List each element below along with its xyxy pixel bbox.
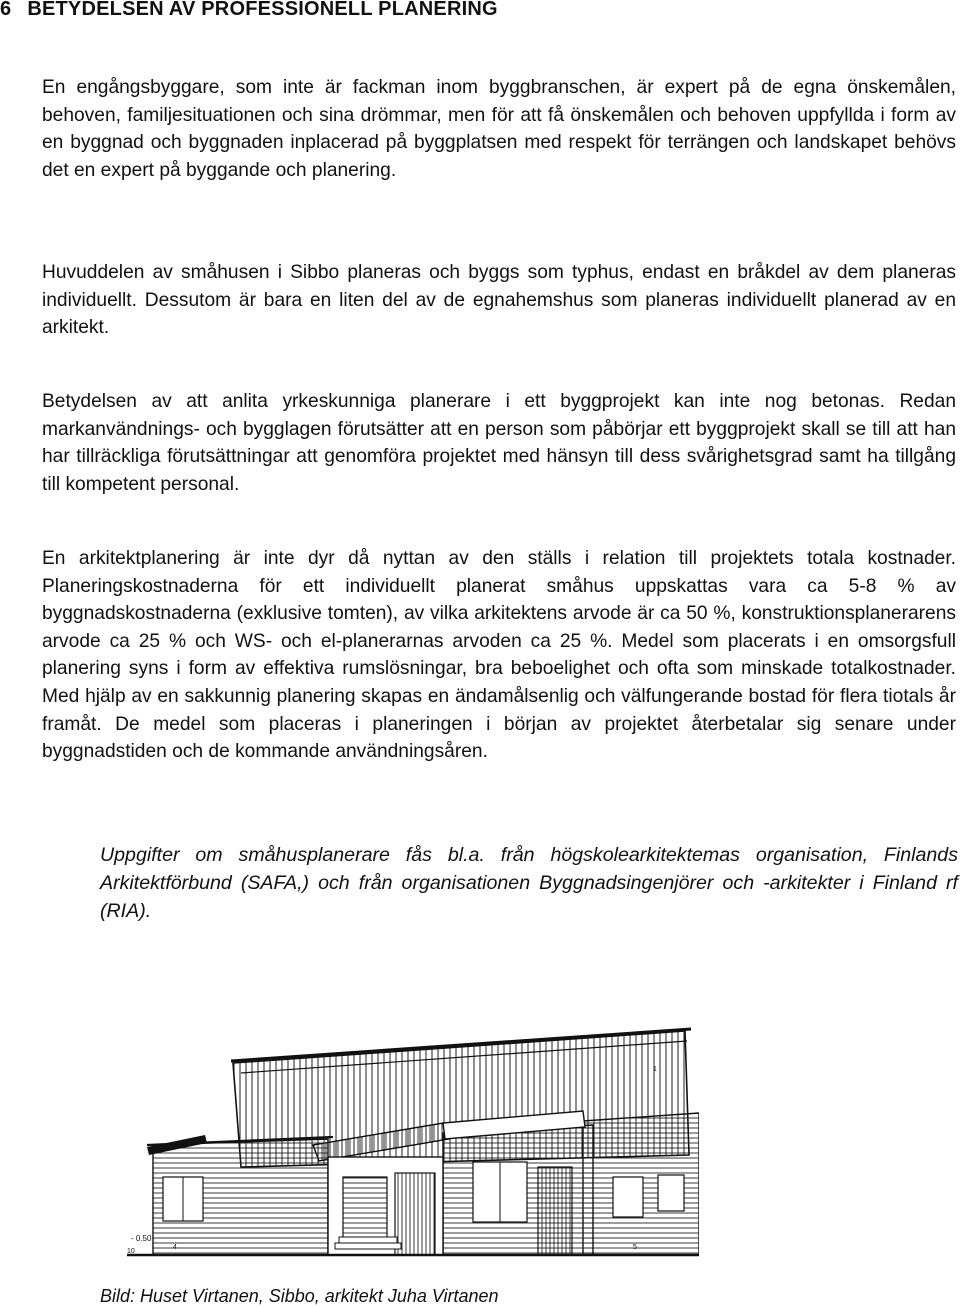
paragraph: En arkitektplanering är inte dyr då nyttan av den ställs i relation till projektets totala kostnader. Planeringskostnaderna för ett individuellt planerat småhus uppskattas vara ca 5-8 % av byggnadskostnaderna (exklusive tomten), av vilka arkitektens arvode är ca 50 %, konstruktionsplanerarens arvode ca 25 % och WS- och el-planerarnas arvoden ca 25 %. Medel som placerats i en omsorgsfull planering syns i form av effektiva rumslösningar, bra beboelighet och ofta som minskade totalkostnader. Med hjälp av en sakkunnig planering skapas en ändamålsenlig och välfungerande bostad för flera tiotals år framåt. De medel som placeras i planeringen i början av projektet återbetalar sig senare under byggnadstiden och de kommande användningsåren. bbox=[42, 548, 956, 763]
drawing-mark: 5 bbox=[633, 1244, 637, 1251]
paragraph: Betydelsen av att anlita yrkeskunniga planerare i ett byggprojekt kan inte nog betonas. Redan markanvändnings- och bygglagen förutsätter att en person som påbörjar ett byggprojekt skall se till att han har tillräckliga förutsättningar att genomföra projektet med hänsyn till dess svårighetsgrad samt ha tillgång till kompetent personal. bbox=[42, 391, 956, 495]
section-title: BETYDELSEN AV PROFESSIONELL PLANERING bbox=[27, 0, 498, 20]
house-elevation-drawing bbox=[113, 1027, 699, 1257]
source-note: Uppgifter om småhusplanerare fås bl.a. från högskolearkitektemas organisation, Finlands Arkitektförbund (SAFA,) och från organisationen Byggnadsingenjörer och -arkitekter i Finland rf (RIA). bbox=[100, 844, 958, 922]
paragraph: En engångsbyggare, som inte är fackman inom byggbranschen, är expert på de egna önskemålen, behoven, familjesituationen och sina drömmar, men för att få önskemålen och behoven uppfyllda i form av en byggnad och byggnaden inplacerad på byggplatsen med respekt för terrängen och landskapet behövs det en expert på byggande och planering. bbox=[42, 77, 956, 181]
drawing-mark: 1 bbox=[653, 1066, 657, 1073]
level-label: - 0.50 bbox=[131, 1234, 152, 1243]
figure-caption: Bild: Huset Virtanen, Sibbo, arkitekt Juha Virtanen bbox=[100, 1286, 499, 1306]
drawing-mark: 10 bbox=[127, 1248, 135, 1255]
paragraph: Huvuddelen av småhusen i Sibbo planeras och byggs som typhus, endast en bråkdel av dem planeras individuellt. Dessutom är bara en liten del av de egnahemshus som planeras individuellt planerad av en arkitekt. bbox=[42, 262, 956, 339]
drawing-mark: 4 bbox=[173, 1244, 177, 1251]
section-number: 6 bbox=[0, 0, 12, 20]
section-heading bbox=[0, 0, 498, 24]
